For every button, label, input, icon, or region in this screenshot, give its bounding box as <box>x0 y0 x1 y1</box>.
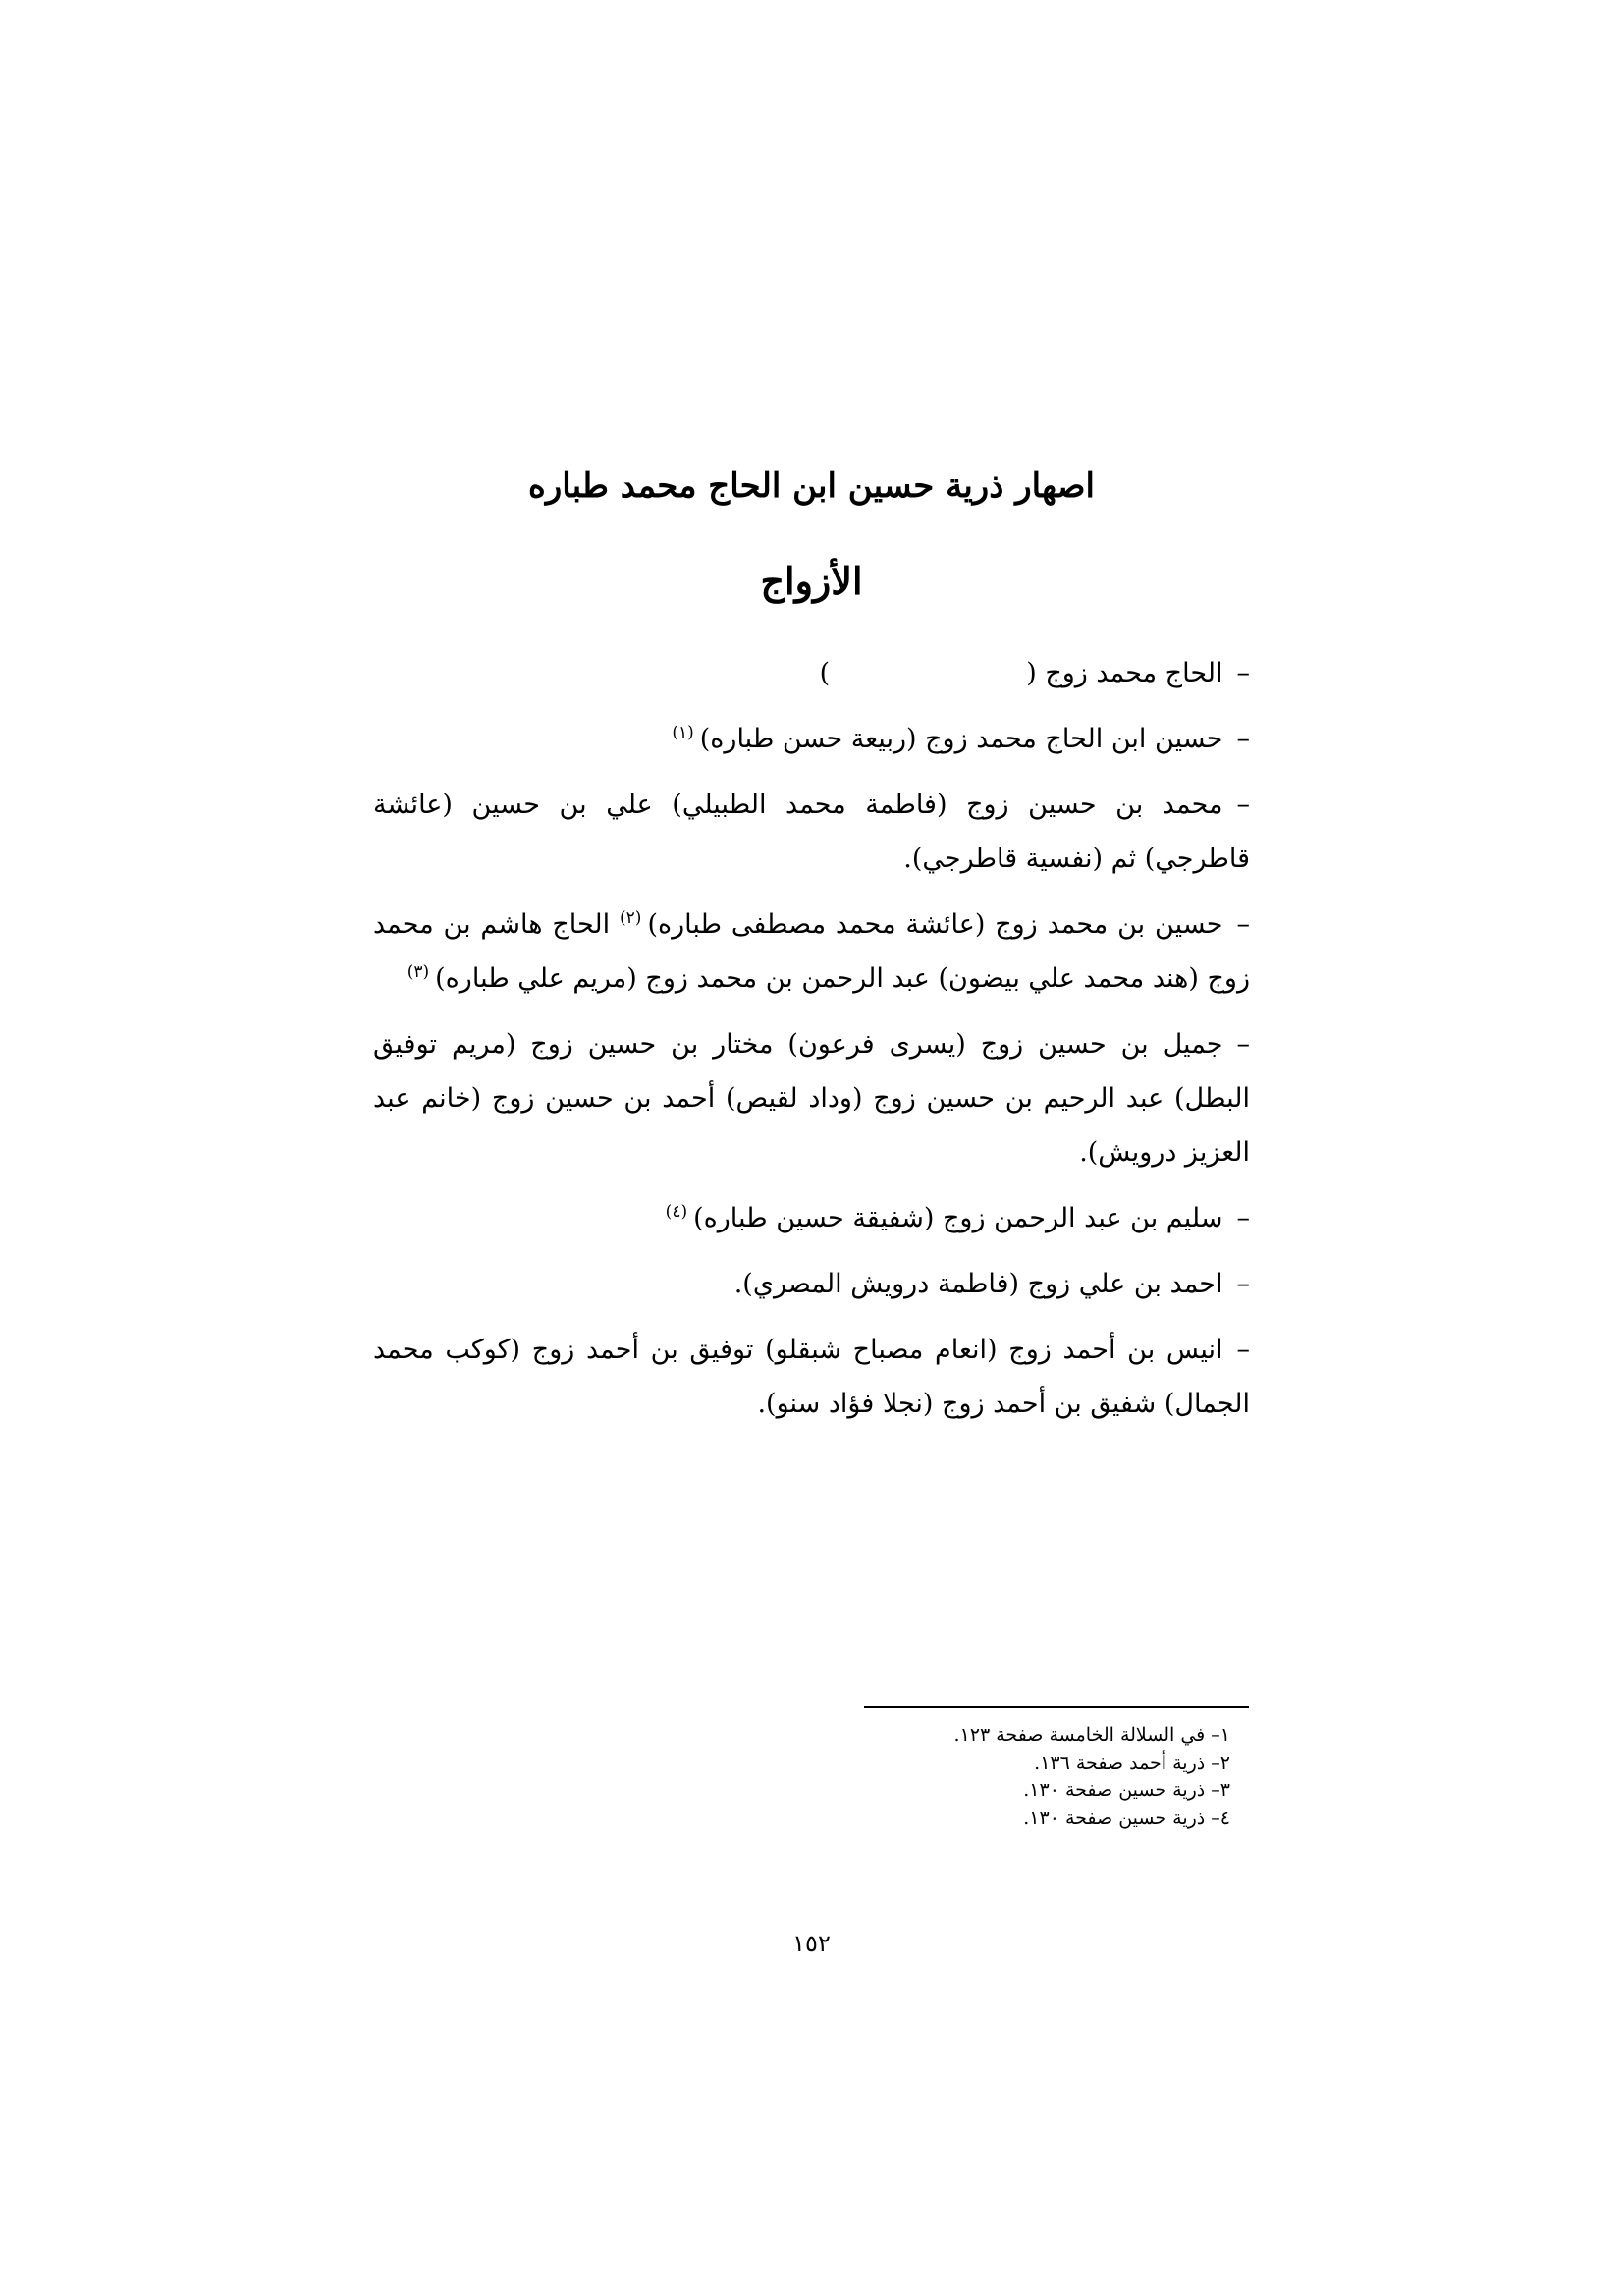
section-heading: الأزواج <box>760 559 863 603</box>
page-number: ١٥٢ <box>792 1930 831 1957</box>
entry-text: سليم بن عبد الرحمن زوج (شفيقة حسين طباره) <box>693 1203 1223 1233</box>
entry-8 <box>373 1323 1250 1431</box>
entry-7 <box>373 1257 1250 1311</box>
entry-close-paren: ) <box>819 658 831 688</box>
entry-4 <box>373 898 1250 1006</box>
entry-dash: – <box>1236 1203 1250 1233</box>
entries-list <box>373 646 1250 1431</box>
footnote-item: ٤– ذرية حسين صفحة ١٣٠. <box>1023 1807 1230 1829</box>
entry-dash: – <box>1236 1335 1250 1365</box>
entry-dash: – <box>1236 1269 1250 1299</box>
entry-1 <box>373 646 1250 700</box>
document-page <box>373 462 1250 2013</box>
entry-3 <box>373 778 1250 886</box>
entry-dash: – <box>1236 790 1250 820</box>
footnotes <box>641 1722 1230 1831</box>
entry-text: جميل بن حسين زوج (يسرى فرعون) مختار بن حسين زوج (مريم توفيق البطل) عبد الرحيم بن حسين زوج (وداد لقيص) أحمد بن حسين زوج (خانم عبد العزيز درويش). <box>373 1029 1250 1168</box>
entry-6 <box>373 1191 1250 1245</box>
entry-text: انيس بن أحمد زوج (انعام مصباح شبقلو) توفيق بن أحمد زوج (كوكب محمد الجمال) شفيق بن أحمد زوج (نجلا فؤاد سنو). <box>373 1335 1250 1419</box>
footnote-ref: (٢) <box>620 908 642 928</box>
footnote-ref: (٤) <box>665 1202 688 1222</box>
entry-text: احمد بن علي زوج (فاطمة درويش المصري). <box>733 1269 1223 1299</box>
entry-text: حسين ابن الحاج محمد زوج (ربيعة حسن طباره) <box>699 724 1223 754</box>
entry-5 <box>373 1017 1250 1179</box>
footnote-ref: (١) <box>672 723 694 742</box>
entry-text: الحاج هاشم بن محمد زوج (هند محمد علي بيضون) عبد الرحمن بن محمد زوج (مريم علي طباره) <box>373 909 1250 994</box>
entry-dash: – <box>1236 658 1250 688</box>
entry-dash: – <box>1236 724 1250 754</box>
entry-text: حسين بن محمد زوج (عائشة محمد مصطفى طباره) <box>647 909 1223 940</box>
entry-dash: – <box>1236 909 1250 940</box>
footnote-item: ٢– ذرية أحمد صفحة ١٣٦. <box>1034 1752 1230 1774</box>
footnote-item: ٣– ذرية حسين صفحة ١٣٠. <box>1023 1779 1230 1801</box>
entry-text: محمد بن حسين زوج (فاطمة محمد الطبيلي) علي بن حسين (عائشة قاطرجي) ثم (نفسية قاطرجي). <box>373 790 1250 874</box>
entry-dash: – <box>1236 1029 1250 1060</box>
page-title: اصهار ذرية حسين ابن الحاج محمد طباره <box>528 466 1095 506</box>
footnote-ref: (٣) <box>406 962 430 982</box>
entry-text: الحاج محمد زوج ( <box>1026 658 1223 688</box>
footnote-divider <box>864 1706 1249 1708</box>
footnote-item: ١– في السلالة الخامسة صفحة ١٢٣. <box>953 1724 1230 1746</box>
entry-2 <box>373 712 1250 766</box>
